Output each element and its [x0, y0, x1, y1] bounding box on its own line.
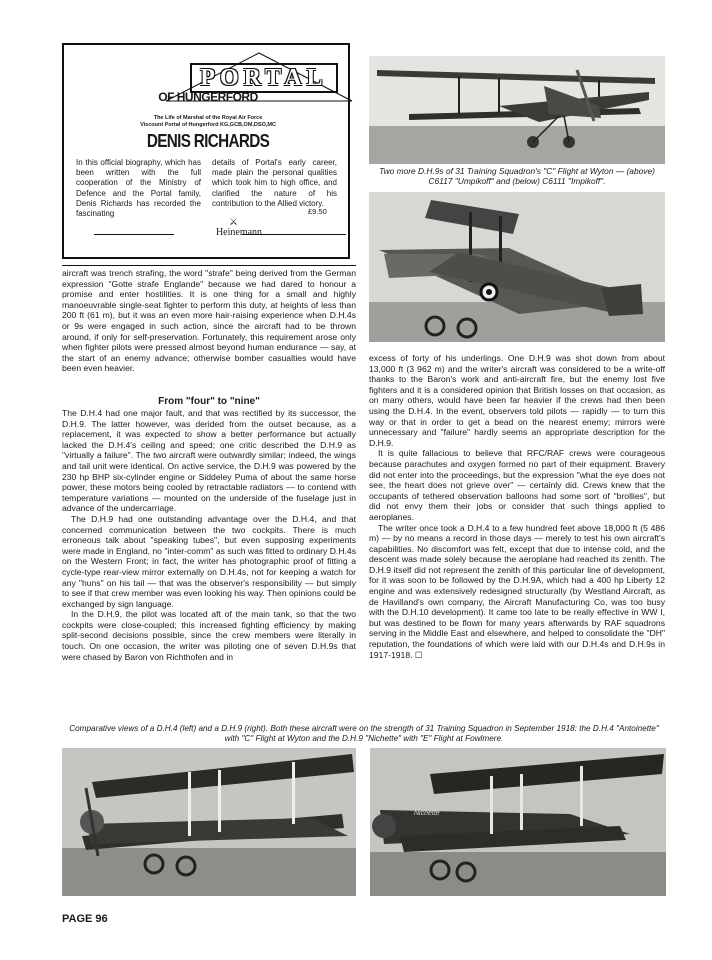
- photo-caption: Two more D.H.9s of 31 Training Squadron's "C" Flight at Wyton — (above) C6117 "Umpikoff" and (below) C6111 "Impikoff".: [379, 166, 655, 186]
- ad-text-column-1: In this official biography, which has been written with the full cooperation of the Ministry of Defence and the Portal family, Denis Richards has recorded the fascinating: [76, 158, 201, 219]
- book-description: [64, 115, 352, 129]
- photo-dh9-umpikoff: [369, 56, 665, 164]
- book-advertisement: [62, 43, 350, 259]
- section-heading: From "four" to "nine": [158, 396, 260, 407]
- paragraph: The writer once took a D.H.4 to a few hundred feet above 18,000 ft (5 486 m) — by no means a record in those days — merely to test his own aircraft's capabilities. No discomfort was felt, except that due to intense cold, and the descent was made solely because the aeroplane had reached its zenith. The D.H.9 itself did not represent the zenith of this particular line of development, for it was soon to be followed by the D.H.9A, which had a 400 hp Liberty 12 engine and was extensively redesigned structurally (by Westland Aircraft, as de Havilland's own company, the Aircraft Manufacturing Co, was too busy with the D.H.10 development). It came too late to be really effective in WW I, but was destined to be flown for many years afterwards by RAF squadrons serving in the Middle East and elsewhere, and helped to consolidate the "DH" reputation, the foundations of which were laid with our D.H.4s and D.H.9s in 1917-1918. ☐: [369, 522, 665, 660]
- paragraph: The D.H.4 had one major fault, and that was rectified by its successor, the D.H.9. The latter however, was derided from the outset because, as a replacement, it was expected to show a better performance but actually lacked the D.H.4's ceiling and speed; one critic described the D.H.9 as "virtually a failure". The two aircraft were outwardly similar; indeed, the wings and tail unit were identical. On active service, the D.H.9 was powered by the 230 hp BHP six-cylinder engine or Siddeley Puma of about the same horse power, these motors being cooled by retractable radiators — to contend with temperature variations — mounted on the underside of the fuselage just in advance of the undercarriage.: [62, 408, 356, 514]
- paragraph: The D.H.9 had one outstanding advantage over the D.H.4, and that concerned communication between the two cockpits. There is much erroneous talk about "speaking tubes", but even supposing experiments were made in England, no "inter-comm" as such was fitted to ordinary D.H.4s on the Western Front; in fact, the writer has photographic proof of fitting a cycle-type rear-view mirror externally on D.H.4s, not for keeping a watch for any "huns" on his tail — that was the observer's responsibility — but simply to see if that crew member was even looking his way. Then opinions could be exchanged by sign language.: [62, 513, 356, 609]
- publisher-name: Heinemann: [215, 227, 263, 238]
- paragraph: In the D.H.9, the pilot was located aft of the main tank, so that the two cockpits were close-coupled; this increased fighting efficiency by making split-second decisions possible, since the crew members were literally in touch. On one occasion, the writer was piloting one of seven D.H.9s that were chased by Baron von Richthofen and in: [62, 609, 356, 662]
- author-name: DENIS RICHARDS: [146, 131, 270, 151]
- ad-text-column-2: details of Portal's early career, made plain the personal qualities which took him to high office, and clarified the nature of his contribution to the Allied victory.: [212, 158, 337, 208]
- photo-dh9-impikoff: [369, 192, 665, 342]
- article-right: [369, 353, 665, 660]
- publisher-icon: ⚔: [229, 217, 238, 228]
- logo-title: PORTAL: [190, 63, 338, 93]
- price: £9.50: [308, 207, 327, 216]
- divider: [94, 234, 174, 235]
- paragraph: excess of forty of his underlings. One D.H.9 was shot down from about 13,000 ft (3 962 m) and the writer's aircraft was considered to be a write-off thanks to the Baron's work and anti-aircraft fire, but the enemy lost five fighters and it is a considered opinion that British losses on that occasion, as on many others, would have been far heavier if the crews had then been using the D.H.4. In the event, observers told pilots — rapidly — to turn this way or that in order to get a bead on the nearest enemy; mirrors were unnecessary and "failure" hardly seems an appropriate description for the D.H.9.: [369, 353, 665, 448]
- comparative-caption: Comparative views of a D.H.4 (left) and a D.H.9 (right). Both these aircraft were on the strength of 31 Training Squadron in September 1918: the D.H.4 "Antoinette" with "C" Flight at Wyton and the D.H.9 "Nichette" with "E" Flight at Fowlmere.: [69, 724, 659, 743]
- page-number: PAGE 96: [62, 913, 108, 925]
- photo-dh4-antoinette: [62, 748, 356, 896]
- description-line-2: Viscount Portal of Hungerford KG,GCB,OM,DSO,MC: [140, 122, 276, 128]
- aircraft-name-painted: Nichette: [414, 810, 440, 817]
- article-left-bottom: [62, 408, 356, 662]
- description-line-1: The Life of Marshal of the Royal Air Force: [153, 115, 263, 121]
- paragraph: It is quite fallacious to believe that RFC/RAF crews were courageous because parachutes and oxygen formed no part of their equipment. Bravery did not enter into the proceedings, but the expression "what the eye does not see, the heart does not grieve over" — certainly did. Crews knew that the occupants of tethered observation balloons had some sort of "brollies", but did not envy them their jobs or consider that such things applied to aeroplanes.: [369, 448, 665, 522]
- article-left-top: [62, 268, 356, 374]
- divider: [62, 265, 356, 266]
- book-subtitle: OF HUNGERFORD: [158, 90, 258, 104]
- photo-dh9-nichette: [370, 748, 666, 896]
- paragraph: aircraft was trench strafing, the word "strafe" being derived from the German expression "Gotte strafe Englande" because we had dared to honour a promise and enter hostilities. It is one thing for a small and highly manoeuvrable single-seat fighter to perform this duty, at heights of less than 200 ft (61 m), but it was an even more hair-raising experience when D.H.4s or 9s were engaged in such action, since the aircraft had to be thrown around, if only for self-preservation. Fortunately, this requirement arose only when fighter pilots were pressed almost beyond human endurance — say, at the start of an enemy advance; otherwise bomber casualties would have been even heavier.: [62, 268, 356, 374]
